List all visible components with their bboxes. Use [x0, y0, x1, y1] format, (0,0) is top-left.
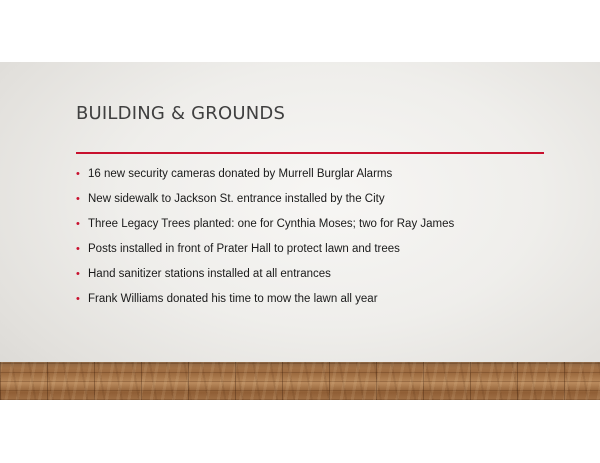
bullet-item — [76, 165, 454, 190]
bullet-text: New sidewalk to Jackson St. entrance installed by the City — [88, 193, 385, 205]
bullet-item — [76, 190, 454, 215]
bullet-dot-icon: • — [76, 243, 80, 255]
floor-shadow — [0, 362, 600, 368]
bullet-text: Hand sanitizer stations installed at all entrances — [88, 268, 331, 280]
bullet-text: Three Legacy Trees planted: one for Cynthia Moses; two for Ray James — [88, 218, 455, 230]
bullet-dot-icon: • — [76, 168, 80, 180]
bullet-dot-icon: • — [76, 193, 80, 205]
bullet-item — [76, 240, 454, 265]
slide — [0, 62, 600, 400]
bullet-item — [76, 215, 454, 240]
bullet-dot-icon: • — [76, 218, 80, 230]
title-underline — [76, 152, 544, 154]
bullet-list — [76, 165, 454, 315]
bullet-text: Posts installed in front of Prater Hall to protect lawn and trees — [88, 243, 400, 255]
bullet-text: Frank Williams donated his time to mow the lawn all year — [88, 293, 378, 305]
bullet-text: 16 new security cameras donated by Murrell Burglar Alarms — [88, 168, 393, 180]
slide-title: BUILDING & GROUNDS — [76, 103, 286, 124]
wood-floor-background — [0, 362, 600, 400]
bullet-item — [76, 290, 454, 315]
bullet-item — [76, 265, 454, 290]
bullet-dot-icon: • — [76, 293, 80, 305]
bullet-dot-icon: • — [76, 268, 80, 280]
